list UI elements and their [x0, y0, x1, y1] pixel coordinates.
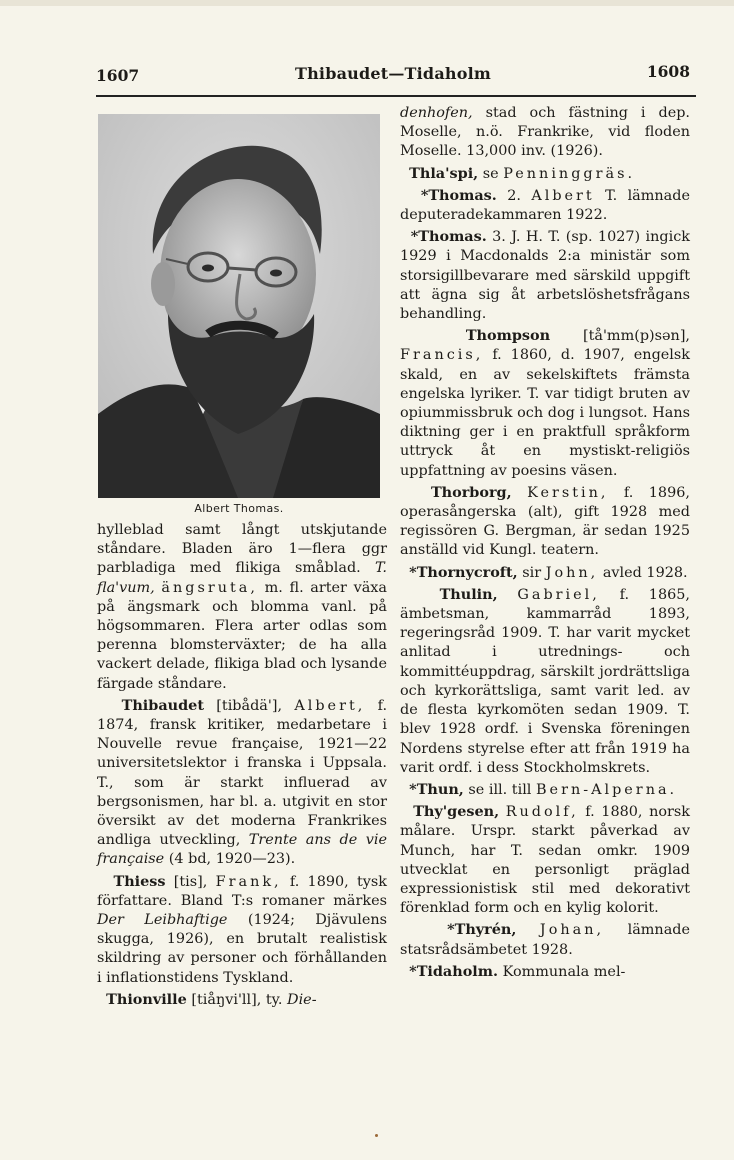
supplement-marker: * [420, 186, 429, 204]
pronunciation: [tå'mm(p)sən], [582, 328, 691, 345]
entry-thlaspi [400, 164, 690, 184]
headword: Thompson [465, 327, 551, 345]
entry-text: f. 1890, tysk författare. Bland T:s romaner märkes [97, 873, 388, 909]
headword: Thionville [106, 990, 187, 1008]
entry-text: se [482, 165, 499, 182]
given-name: Frank, [215, 873, 282, 890]
headword: Tidaholm. [416, 962, 499, 980]
headword: Thibaudet [121, 696, 204, 714]
entry-text: stad och fästning i dep. Moselle, n.ö. Frankrike, vid floden Moselle. 13,000 inv. (1926). [400, 105, 690, 160]
entry-thyren [400, 920, 690, 959]
german-name: denhofen, [400, 105, 473, 121]
right-column [400, 104, 690, 982]
entry-text: lämnade statsrådsämbetet 1928. [400, 922, 690, 958]
given-name: Albert, [294, 697, 366, 714]
given-name: Johan, [539, 922, 605, 939]
running-title: Thibaudet—Tidaholm [294, 64, 491, 83]
headword: Thiess [113, 872, 166, 890]
entry-number: 2. [507, 187, 521, 204]
work-title: Trente ans de vie française [97, 832, 387, 868]
work-title: Der Leibhaftige [97, 912, 228, 929]
entry-text: f. 1865, ämbetsman, kammarråd 1893, regeringsråd 1909. T. har varit mycket anlitad i utrednings- och kommittéuppdrag, särskilt jordrättsliga och kyrkorättsliga, samt varit led. av de flesta kyrkomöten sedan 1909. T. blev 1928 ordf. i Svenska föreningen Nordens styrelse efter att från 1919 ha varit ordf. i dess Stockholmskrets. [400, 586, 690, 776]
entry-text: f. 1880, norsk målare. Urspr. starkt påverkad av Munch, har T. sedan omkr. 1909 utvecklat en personligt präglad expressionistisk stil med dekorativt förenklad form och en kylig kolorit. [400, 804, 690, 917]
entry-text: f. 1874, fransk kritiker, medarbetare i Nouvelle revue française, 1921—22 universitetslektor i franska i Uppsala. T., som är starkt influerad av bergsonismen, har bl. a. utgivit en stor översikt av det moderna Frankrikes andliga utveckling, [97, 697, 388, 849]
entry-thun [400, 780, 690, 800]
supplement-marker: * [410, 228, 419, 246]
entry-text: f. 1860, d. 1907, engelsk skald, en av sekelskiftets främsta engelska lyriker. T. var tidigt bruten av opiummissbruk och dog i lungsot. Hans diktning ger i en praktfull språkform uttryck åt en mystiskt-religiös uppfattning av poesins väsen. [400, 347, 691, 479]
entry-text: (1924; Djävulens skugga, 1926), en brutalt realistisk skildring av personer och förhållanden i inflationstidens Tyskland. [97, 912, 388, 986]
entry-text: T. lämnade deputeradekammaren 1922. [400, 187, 690, 224]
given-name: Kerstin, [527, 484, 609, 501]
headword: Thy'gesen, [413, 803, 500, 821]
portrait-caption: Albert Thomas. [194, 502, 284, 515]
entry-text: Kommunala mel- [502, 963, 626, 980]
given-name: Albert [531, 187, 595, 204]
headword: Thyrén, [454, 921, 517, 939]
entry-thorborg [400, 483, 690, 561]
entry-thomas-2 [400, 186, 690, 225]
entry-thionville [97, 990, 387, 1010]
cross-reference: Penninggräs. [503, 165, 636, 182]
headword: Thla'spi, [409, 164, 479, 182]
entry-thiess [97, 872, 387, 988]
german-name: Die- [287, 991, 317, 1008]
header-rule [96, 95, 696, 97]
entry-text: 3. J. H. T. (sp. 1027) ingick 1929 i Macdonalds 2:a ministär som storsigillbevarare med särskild uppgift att ägna sig åt arbetslöshetsfrågans behandling. [400, 229, 691, 323]
pronunciation: [tibådä'], [216, 697, 283, 714]
entry-thomas-3 [400, 227, 690, 324]
headword: Thorborg, [430, 483, 512, 501]
entry-tidaholm [400, 962, 690, 982]
pronunciation: [tis], [173, 873, 208, 890]
portrait-photo [98, 114, 380, 498]
entry-thompson [400, 326, 690, 481]
cross-reference: Bern-Alperna. [535, 781, 678, 798]
common-name: ängsruta, [161, 579, 258, 596]
supplement-marker: * [409, 962, 417, 980]
title-word: sir [522, 564, 542, 581]
entry-thionville-continued [400, 104, 690, 162]
portrait-illustration [98, 114, 380, 498]
headword: Thulin, [439, 585, 498, 603]
entry-text: avled 1928. [602, 564, 688, 581]
entry-text: m. fl. arter växa på ängsmark och blomma vanl. på högsommaren. Flera arter odlas som perenna blomsterväxter; de ha alla vackert delade, flikiga blad och lysande färgade ståndare. [97, 579, 387, 692]
given-name: Rudolf, [505, 804, 579, 821]
headword: Thomas. [418, 228, 487, 246]
supplement-marker: * [409, 563, 417, 581]
pronunciation: [tiåŋvi'll], [191, 991, 262, 1008]
given-name: Gabriel, [517, 586, 600, 603]
page-number-right: 1608 [646, 62, 690, 81]
print-speck [375, 1134, 378, 1137]
headword: Thomas. [428, 186, 497, 204]
entry-thibaudet [97, 696, 387, 870]
left-column [97, 521, 387, 1010]
running-header [96, 62, 690, 90]
entry-text: se ill. till [468, 781, 532, 798]
page-edge [0, 0, 734, 6]
entry-thulin [400, 585, 690, 778]
supplement-marker: * [409, 780, 417, 798]
page-number-left: 1607 [96, 66, 140, 85]
given-name: John, [545, 564, 599, 581]
entry-thygesen [400, 802, 690, 918]
entry-text: hylleblad samt långt utskjutande ståndare. Bladen äro 1—flera ggr parbladiga med flikiga småblad. [97, 522, 387, 577]
entry-thornycroft [400, 563, 690, 583]
entry-continuation [97, 521, 387, 694]
supplement-marker: * [447, 921, 455, 939]
latin-name: T. fla'vum, [97, 560, 388, 596]
entry-text: f. 1896, operasångerska (alt), gift 1928 med regissören G. Bergman, är sedan 1925 anställd vid Kungl. teatern. [400, 484, 690, 559]
headword: Thun, [416, 780, 464, 798]
entry-text: (4 bd, 1920—23). [168, 851, 296, 868]
entry-text: ty. [265, 991, 283, 1008]
headword: Thornycroft, [416, 563, 518, 581]
given-name: Francis, [400, 347, 484, 364]
